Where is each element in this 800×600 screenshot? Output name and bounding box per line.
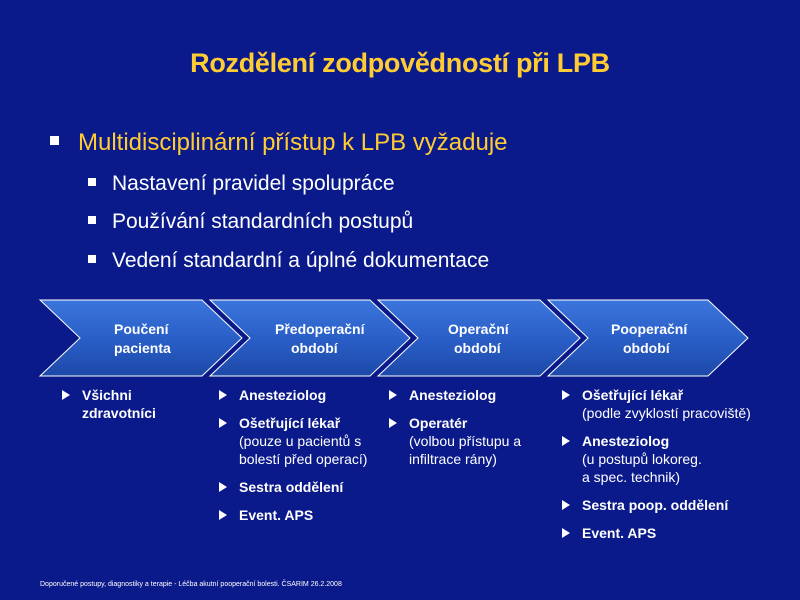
responsibility-item	[219, 506, 394, 524]
item-name: Event. APS	[239, 507, 314, 523]
triangle-bullet-icon	[389, 390, 397, 400]
item-name: Event. APS	[582, 525, 657, 541]
phase-line2: období	[454, 340, 501, 356]
responsibility-item	[219, 386, 394, 404]
item-name: Ošetřující lékař	[582, 387, 684, 403]
phase-line2: období	[291, 340, 338, 356]
phase-line1: Poučení	[114, 321, 169, 337]
main-bullet-text: Multidisciplinární přístup k LPB vyžaduje	[78, 129, 508, 156]
triangle-bullet-icon	[562, 390, 570, 400]
phase-label	[275, 320, 364, 358]
responsibility-item	[62, 386, 202, 422]
item-name: Sestra poop. oddělení	[582, 497, 729, 513]
item-note: (volbou přístupu a infiltrace rány)	[409, 433, 522, 467]
triangle-bullet-icon	[562, 528, 570, 538]
responsibility-column-2	[219, 386, 394, 534]
responsibility-column-4	[562, 386, 792, 552]
item-name: Všichni zdravotníci	[82, 387, 156, 421]
item-note: (u postupů lokoreg. a spec. technik)	[582, 451, 702, 485]
phase-line1: Operační	[448, 321, 509, 337]
responsibility-item	[562, 496, 792, 514]
responsibility-column-3	[389, 386, 549, 478]
item-note: (podle zvyklostí pracoviště)	[582, 405, 751, 421]
triangle-bullet-icon	[389, 418, 397, 428]
triangle-bullet-icon	[219, 390, 227, 400]
item-name: Operatér	[409, 415, 468, 431]
phase-line2: pacienta	[114, 340, 171, 356]
phase-label	[448, 320, 509, 358]
sub-bullet-text: Nastavení pravidel spolupráce	[112, 172, 395, 195]
responsibility-column-1	[62, 386, 202, 432]
responsibility-item	[389, 386, 549, 404]
phase-line1: Pooperační	[611, 321, 688, 337]
slide-title: Rozdělení zodpovědností při LPB	[190, 48, 610, 78]
triangle-bullet-icon	[219, 482, 227, 492]
responsibility-item	[389, 414, 549, 468]
item-name: Anesteziolog	[239, 387, 327, 403]
item-name: Ošetřující lékař	[239, 415, 341, 431]
responsibility-item	[219, 414, 394, 468]
item-name: Anesteziolog	[409, 387, 497, 403]
responsibility-item	[562, 386, 792, 422]
sub-bullet-text: Vedení standardní a úplné dokumentace	[112, 249, 490, 272]
responsibility-item	[562, 524, 792, 542]
slide-footer-citation: Doporučené postupy, diagnostiky a terapie - Léčba akutní pooperační bolesti. ČSARIM 26.2.2008	[40, 581, 342, 588]
item-note: (pouze u pacientů s bolestí před operací)	[239, 433, 368, 467]
responsibility-item	[219, 478, 394, 496]
phase-label	[611, 320, 687, 358]
phase-line2: období	[623, 340, 670, 356]
triangle-bullet-icon	[219, 510, 227, 520]
phase-label	[114, 320, 171, 358]
triangle-bullet-icon	[219, 418, 227, 428]
responsibility-item	[562, 432, 792, 486]
sub-bullet-text: Používání standardních postupů	[112, 210, 414, 233]
item-name: Sestra oddělení	[239, 479, 344, 495]
item-name: Anesteziolog	[582, 433, 670, 449]
triangle-bullet-icon	[562, 500, 570, 510]
phase-line1: Předoperační	[275, 321, 365, 337]
triangle-bullet-icon	[62, 390, 70, 400]
triangle-bullet-icon	[562, 436, 570, 446]
